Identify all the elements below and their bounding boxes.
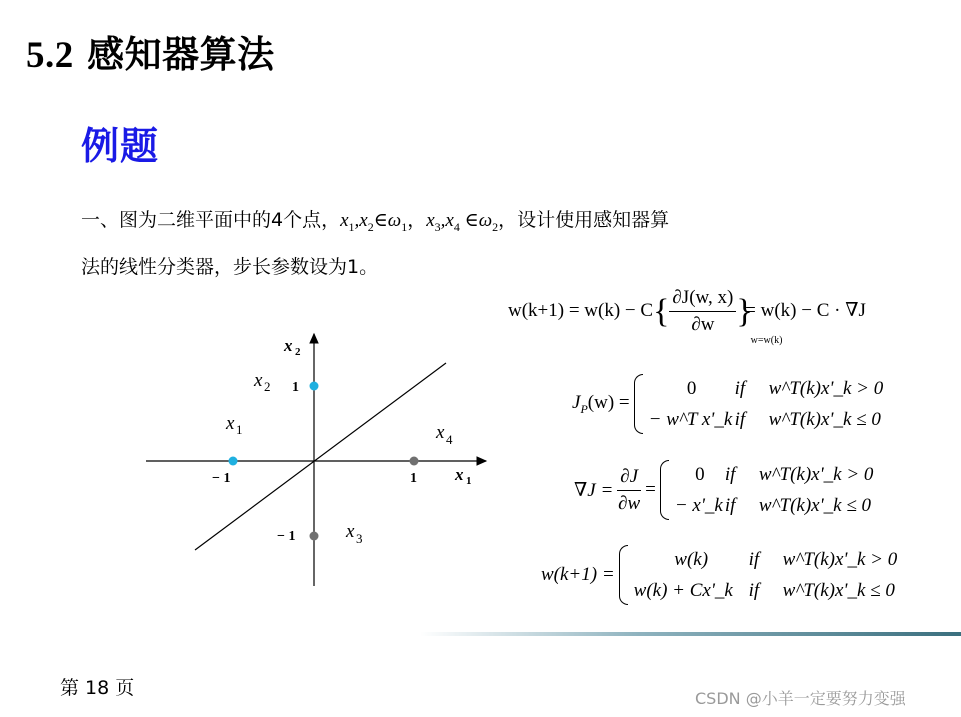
- svg-text:1: 1: [236, 422, 243, 437]
- equation-final-rule: w(k+1) = w(k) if w^T(k)x'_k > 0 w(k) + Cx'_k if w^T(k)x'_k ≤ 0: [541, 544, 897, 606]
- svg-text:1: 1: [466, 475, 472, 487]
- tick-label-y-neg: − 1: [277, 529, 296, 544]
- problem-line-2: 法的线性分类器，步长参数设为1。: [81, 256, 379, 278]
- slide-title: [26, 24, 275, 78]
- point-label-x3: x: [346, 521, 355, 542]
- problem-line1-math: $x_1,x_2\in\omega_1$: [340, 210, 408, 234]
- title-number: 5.2: [26, 35, 74, 76]
- decision-boundary-line: [195, 363, 446, 550]
- footer-divider: [420, 632, 961, 636]
- equation-gradient: ∇J = $\frac{\partial J}{\partial w}$ = 0 if w^T(k)x'_k > 0 − x'_k if w^T(k)x'_k ≤ 0: [574, 459, 873, 521]
- point-x3: [310, 532, 319, 541]
- point-label-x4: x: [436, 422, 445, 443]
- tick-label-y-pos: 1: [292, 380, 299, 395]
- point-label-x2: x: [254, 370, 263, 391]
- svg-text:4: 4: [446, 432, 453, 447]
- svg-text:2: 2: [295, 346, 301, 358]
- page-number: 第 18 页: [60, 677, 135, 699]
- tick-label-x-pos: 1: [410, 471, 417, 486]
- y-axis-label: x: [284, 336, 293, 355]
- svg-text:2: 2: [264, 379, 271, 394]
- title-text: 感知器算法: [87, 33, 275, 76]
- problem-line1-prefix: 一、图为二维平面中的4个点，: [81, 209, 341, 231]
- problem-line1-suffix: ，设计使用感知器算: [498, 209, 670, 231]
- point-x2: [310, 382, 319, 391]
- tick-label-x-neg: − 1: [212, 471, 231, 486]
- point-label-x1: x: [226, 413, 235, 434]
- watermark: CSDN @小羊一定要努力变强: [695, 689, 906, 708]
- equation-criterion: $J_P(w)$ = 0 if w^T(k)x'_k > 0 − w^T x'_k if w^T(k)x'_k ≤ 0: [572, 373, 883, 435]
- problem-line-1: 一、图为二维平面中的4个点，$x_1,x_2\in\omega_1$，$x_3,x_4$ $\in\omega_2$，设计使用感知器算: [81, 209, 670, 234]
- x-axis-label: x: [455, 465, 464, 484]
- svg-text:3: 3: [356, 531, 363, 546]
- problem-comma: ，: [407, 209, 427, 231]
- equation-update-rule: w(k+1) = w(k) − C{ $\frac{\partial J(w, x)}{\partial w}$ }$_{w=w(k)} = w(k) - C \cdot \nabla J$: [508, 287, 866, 346]
- point-x4: [410, 457, 419, 466]
- example-heading: 例题: [81, 124, 160, 168]
- point-x1: [229, 457, 238, 466]
- point-diagram: [140, 330, 500, 595]
